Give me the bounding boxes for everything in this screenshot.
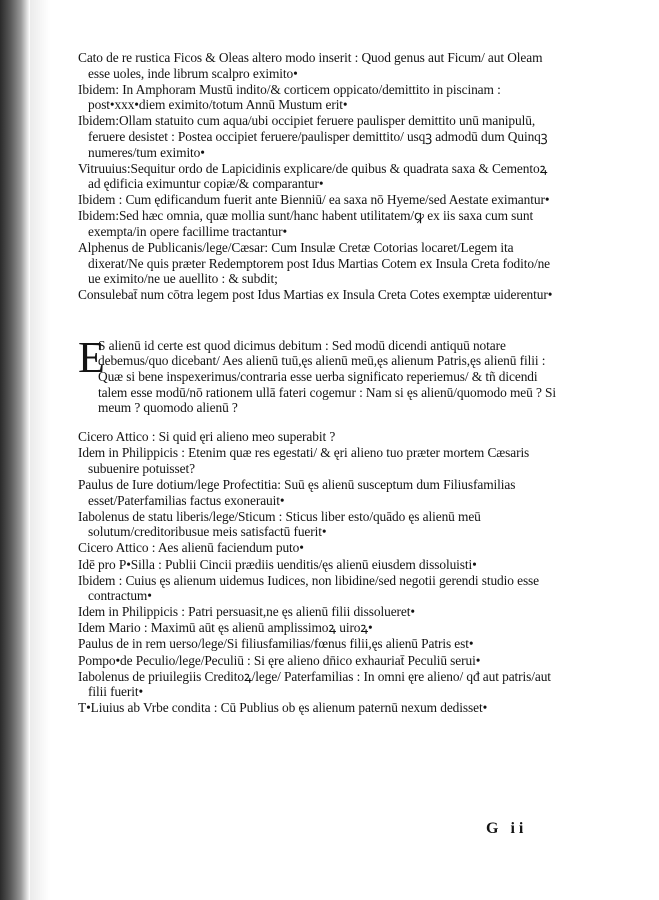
entry-ibidem-aedificandum: Ibidem : Cum ędificandum fuerit ante Bienniū/ ea saxa nō Hyeme/sed Aestate eximantur• — [78, 192, 550, 208]
signature-mark: G ii — [486, 820, 528, 837]
entry-paulus-rem-uerso: Paulus de in rem uerso/lege/Si filiusfamilias/fœnus filii,ęs alienū Patris est• — [78, 636, 474, 652]
entry-liuius: T•Liuius ab Vrbe condita : Cū Publius ob ęs alienum paternū nexum dedisset• — [78, 700, 488, 716]
entry-cato: Cato de re rustica Ficos & Oleas altero modo inserit : Quod genus aut Ficum/ aut Oleam esse uoles, inde librum scalpro eximito• — [78, 50, 543, 81]
paragraph-block-1 — [78, 50, 558, 303]
entry-paulus-dotium: Paulus de Iure dotium/lege Profectitia: Suū ęs alienū susceptum dum Filiusfamilias esset/Paterfamilias factus exonerauit• — [78, 477, 516, 508]
scan-edge-shade — [30, 0, 50, 900]
entry-vitruuius: Vitruuius:Sequitur ordo de Lapicidinis explicare/de quibus & quadrata saxa & Cementoꝝ ad ędificia eximuntur copiæ/& comparantur• — [78, 160, 548, 192]
entry-ibidem-amphora: Ibidem: In Amphoram Mustū indito/& corticem oppicato/demittito in piscinam : post•xxx•diem eximito/totum Annū Mustum erit• — [78, 81, 501, 113]
entry-pro-silla: Idē pro P•Silla : Publii Cincii prædiis uenditis/ęs alienū eiusdem dissoluisti• — [78, 556, 477, 572]
entry-iabolenus-liberis: Iabolenus de statu liberis/lege/Sticum : Sticus liber esto/quādo ęs alienū meū solutum/creditoribusue meis satisfactū fuerit• — [78, 508, 481, 540]
section-gap — [78, 304, 558, 325]
entry-philippicis-1: Idem in Philippicis : Etenim quæ res egestati/ & ęri alieno tuo præter mortem Cæsaris subuenire potuisset? — [78, 445, 530, 476]
entry-philippicis-2: Idem in Philippicis : Patri persuasit,ne ęs alienū filii dissolueret• — [78, 604, 415, 620]
entry-cicero-attico-2: Cicero Attico : Aes alienū faciendum puto• — [78, 540, 304, 556]
entry-ibidem-mollia: Ibidem:Sed hæc omnia, quæ mollia sunt/hanc habent utilitatem/ꝙ ex iis saxa cum sunt exempta/in opere facillime tractantur• — [78, 208, 534, 240]
entry-cicero-attico-1: Cicero Attico : Si quid ęri alieno meo superabit ? — [78, 429, 336, 445]
entry-ibidem-iudices: Ibidem : Cuius ęs alienum uidemus Iudices, non libidine/sed negotii gerendi studio esse contractum• — [78, 572, 540, 604]
paragraph-block-2 — [78, 429, 558, 716]
entry-pompo-peculio: Pompo•de Peculio/lege/Peculiū : Si ęre alieno dn̄ico exhauriat̄ Peculiū serui• — [78, 652, 481, 668]
entry-mario: Idem Mario : Maximū aūt ęs alienū amplissimoꝝ uiroꝝ• — [78, 620, 373, 636]
lead-text: S alienū id certe est quod dicimus debitum : Sed modū dicendi antiquū notare debemus/quo dicebant/ Aes alienū tuū,ęs alienū meū,ęs alienum Patris,ęs alienū filii : Quæ si bene inspexerimus/contraria esse uerba significato reperiemus/ & tñ dicendi talem esse modū/nō rationem ullā fateri cogemur : Nam si ęs alienū/quomodo meū ? Si meum ? quomodo alienū ? — [98, 337, 557, 416]
scan-gutter-shadow — [0, 0, 30, 900]
entry-alphenus: Alphenus de Publicanis/lege/Cæsar: Cum Insulæ Cretæ Cotorias locaret/Legem ita dixerat/Ne quis præter Redemptorem post Idus Martias Cotem ex Insula Creta fodito/ne ue eximito/ne ue auellito : & subdit; — [78, 240, 551, 287]
entry-consulebatur: Consulebat̄ num cōtra legem post Idus Martias ex Insula Creta Cotes exemptæ uiderentur• — [78, 287, 553, 303]
entry-iabolenus-creditorum: Iabolenus de priuilegiis Creditoꝝ/lege/ Paterfamilias : In omni ęre alieno/ qđ aut patris/aut filii fuerit• — [78, 668, 551, 700]
entry-ibidem-olla: Ibidem:Ollam statuito cum aqua/ubi occipiet feruere paulisper demittito unū manipulū, feruere desistet : Postea occipiet feruere/paulisper demittito/ usqꝫ admodū dum Quinqꝫ numeres/tum eximito• — [78, 113, 548, 160]
text-page — [78, 50, 558, 716]
lead-paragraph — [78, 332, 558, 416]
drop-initial: E — [78, 332, 105, 382]
